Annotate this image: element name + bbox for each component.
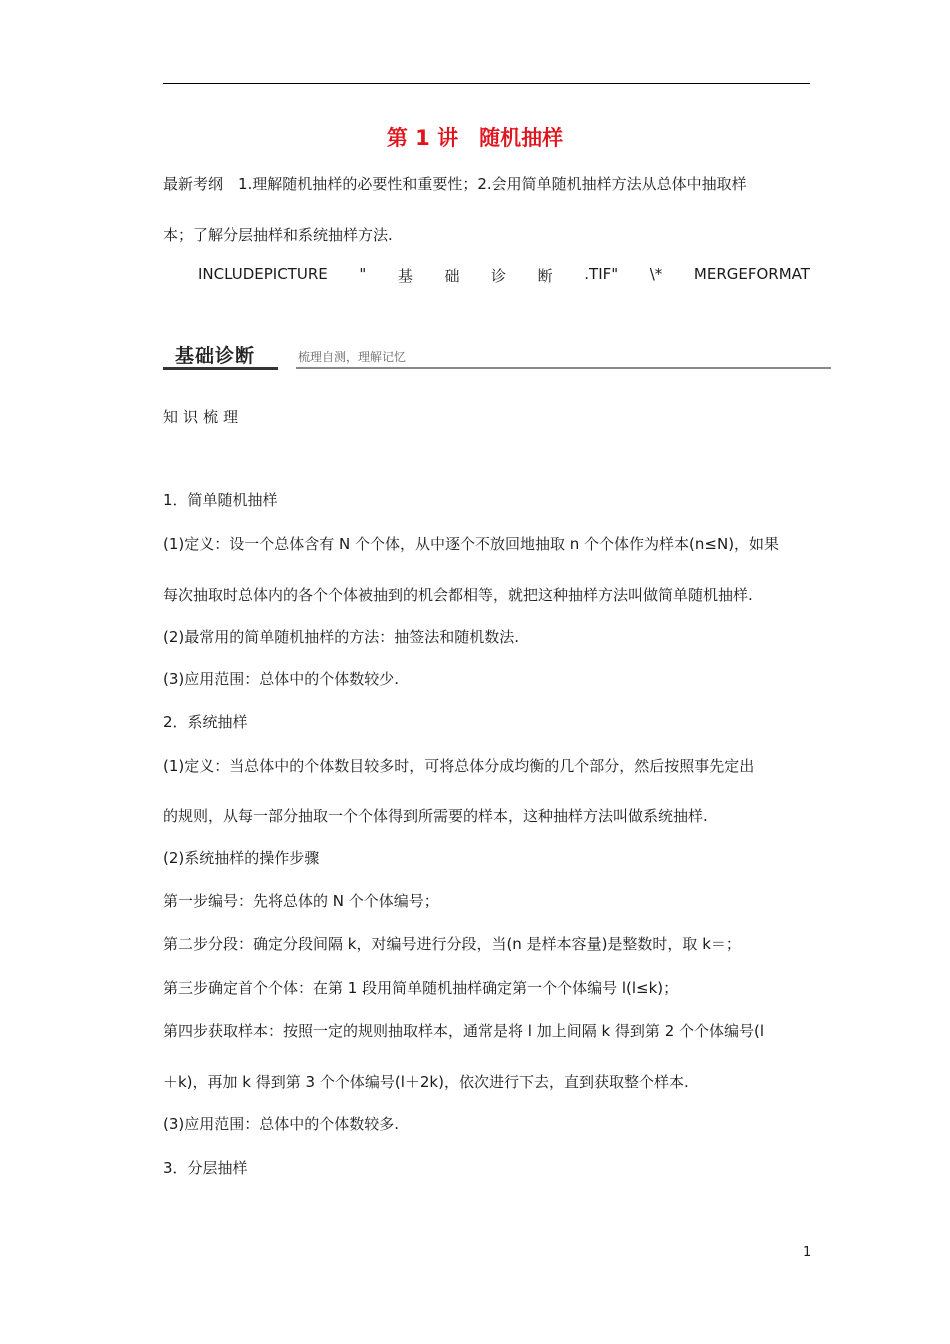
include-field-token: .TIF" [584,265,619,283]
s2-step-4-line-2: ＋k)，再加 k 得到第 3 个个体编号(l＋2k)，依次进行下去，直到获取整个样本. [163,1073,689,1091]
s2-step-1: 第一步编号：先将总体的 N 个个体编号； [163,892,439,910]
include-field-token: 断 [537,267,553,285]
section-heading-underline [163,367,278,370]
s2-definition-line-1: (1)定义：当总体中的个体数目较多时，可将总体分成均衡的几个部分，然后按照事先定出 [163,757,755,775]
s1-definition-line-2: 每次抽取时总体内的各个个体被抽到的机会都相等，就把这种抽样方法叫做简单随机抽样. [163,586,753,604]
s2-scope: (3)应用范围：总体中的个体数较多. [163,1115,400,1133]
include-field-token: 基 [397,267,413,285]
s2-step-2: 第二步分段：确定分段间隔 k，对编号进行分段，当(n 是样本容量)是整数时，取 k＝； [163,935,741,953]
include-field-token: 础 [444,267,460,285]
s1-title: 1．简单随机抽样 [163,491,278,509]
syllabus-line-1: 最新考纲 1.理解随机抽样的必要性和重要性；2.会用简单随机抽样方法从总体中抽取样 [163,175,747,193]
include-picture-field [198,265,810,286]
include-field-token: INCLUDEPICTURE [198,265,328,283]
include-field-token: 诊 [491,267,507,285]
s1-scope: (3)应用范围：总体中的个体数较少. [163,670,400,688]
s1-methods: (2)最常用的简单随机抽样的方法：抽签法和随机数法. [163,628,520,646]
s2-step-3: 第三步确定首个个体：在第 1 段用简单随机抽样确定第一个个体编号 l(l≤k)； [163,979,679,997]
section-subheading: 梳理自测，理解记忆 [298,350,407,364]
section-header-basic-diagnosis [163,340,831,370]
syllabus-line-2: 本；了解分层抽样和系统抽样方法. [163,226,393,244]
s2-steps-heading: (2)系统抽样的操作步骤 [163,849,320,867]
lesson-title: 第 1 讲 随机抽样 [386,126,564,150]
include-field-token: \* [649,265,663,283]
include-field-token: MERGEFORMAT [693,265,810,283]
s2-title: 2．系统抽样 [163,713,248,731]
section-subheading-underline [296,367,831,369]
knowledge-heading: 知识梳理 [163,408,244,426]
s2-definition-line-2: 的规则，从每一部分抽取一个个体得到所需要的样本，这种抽样方法叫做系统抽样. [163,807,708,825]
section-heading: 基础诊断 [175,345,256,367]
header-rule [163,83,810,84]
s2-step-4-line-1: 第四步获取样本：按照一定的规则抽取样本，通常是将 l 加上间隔 k 得到第 2 个个体编号(l [163,1022,765,1040]
include-field-token: " [359,265,367,283]
page-number: 1 [803,1245,812,1260]
s3-title: 3．分层抽样 [163,1159,248,1177]
s1-definition-line-1: (1)定义：设一个总体含有 N 个个体，从中逐个不放回地抽取 n 个个体作为样本(n≤N)，如果 [163,535,780,553]
